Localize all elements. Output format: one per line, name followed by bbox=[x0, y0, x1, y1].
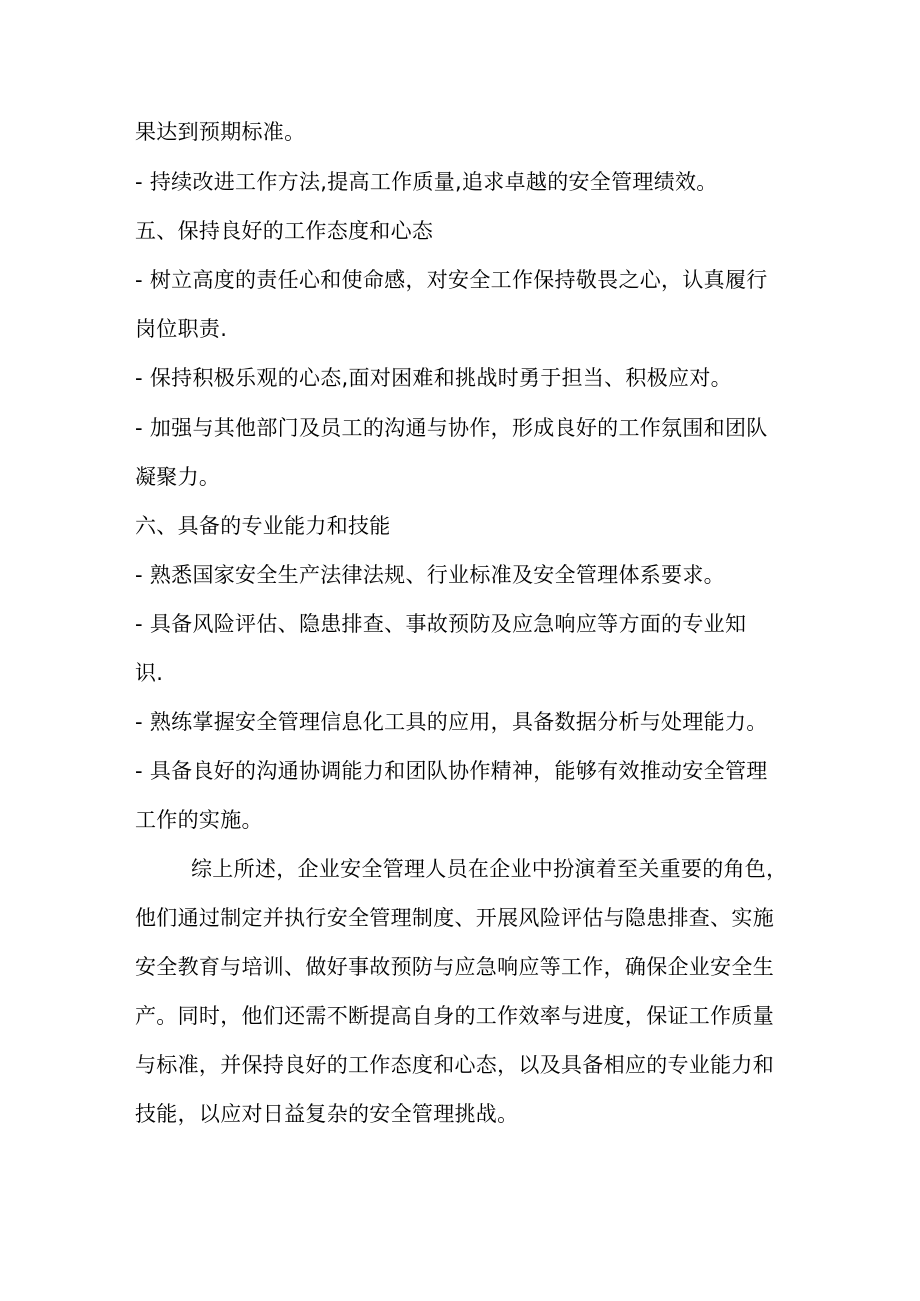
text-line: 工作的实施。 bbox=[135, 808, 263, 832]
text-line: 岗位职责. bbox=[135, 317, 228, 341]
section-heading: 六、具备的专业能力和技能 bbox=[135, 514, 391, 538]
list-item: - 熟练掌握安全管理信息化工具的应用，具备数据分析与处理能力。 bbox=[135, 710, 768, 734]
list-item: - 保持积极乐观的心态,面对困难和挑战时勇于担当、积极应对。 bbox=[135, 366, 732, 390]
text-line: 凝聚力。 bbox=[135, 465, 221, 489]
text-line: 果达到预期标准。 bbox=[135, 120, 306, 144]
text-line: 识. bbox=[135, 661, 164, 685]
summary-paragraph-line: 产。同时，他们还需不断提高自身的工作效率与进度，保证工作质量 bbox=[135, 1004, 774, 1028]
list-item: - 树立高度的责任心和使命感，对安全工作保持敬畏之心，认真履行 bbox=[135, 268, 768, 292]
summary-paragraph-line: 安全教育与培训、做好事故预防与应急响应等工作，确保企业安全生 bbox=[135, 955, 774, 979]
list-item: - 持续改进工作方法,提高工作质量,追求卓越的安全管理绩效。 bbox=[135, 170, 718, 194]
summary-paragraph-line: 他们通过制定并执行安全管理制度、开展风险评估与隐患排查、实施 bbox=[135, 906, 774, 930]
section-heading: 五、保持良好的工作态度和心态 bbox=[135, 219, 434, 243]
summary-paragraph-line: 综上所述，企业安全管理人员在企业中扮演着至关重要的角色， bbox=[191, 857, 788, 881]
list-item: - 熟悉国家安全生产法律法规、行业标准及安全管理体系要求。 bbox=[135, 563, 725, 587]
list-item: - 具备良好的沟通协调能力和团队协作精神，能够有效推动安全管理 bbox=[135, 759, 768, 783]
list-item: - 加强与其他部门及员工的沟通与协作，形成良好的工作氛围和团队 bbox=[135, 416, 768, 440]
list-item: - 具备风险评估、隐患排查、事故预防及应急响应等方面的专业知 bbox=[135, 612, 747, 636]
summary-paragraph-line: 技能，以应对日益复杂的安全管理挑战。 bbox=[135, 1102, 519, 1126]
summary-paragraph-line: 与标准，并保持良好的工作态度和心态，以及具备相应的专业能力和 bbox=[135, 1053, 774, 1077]
